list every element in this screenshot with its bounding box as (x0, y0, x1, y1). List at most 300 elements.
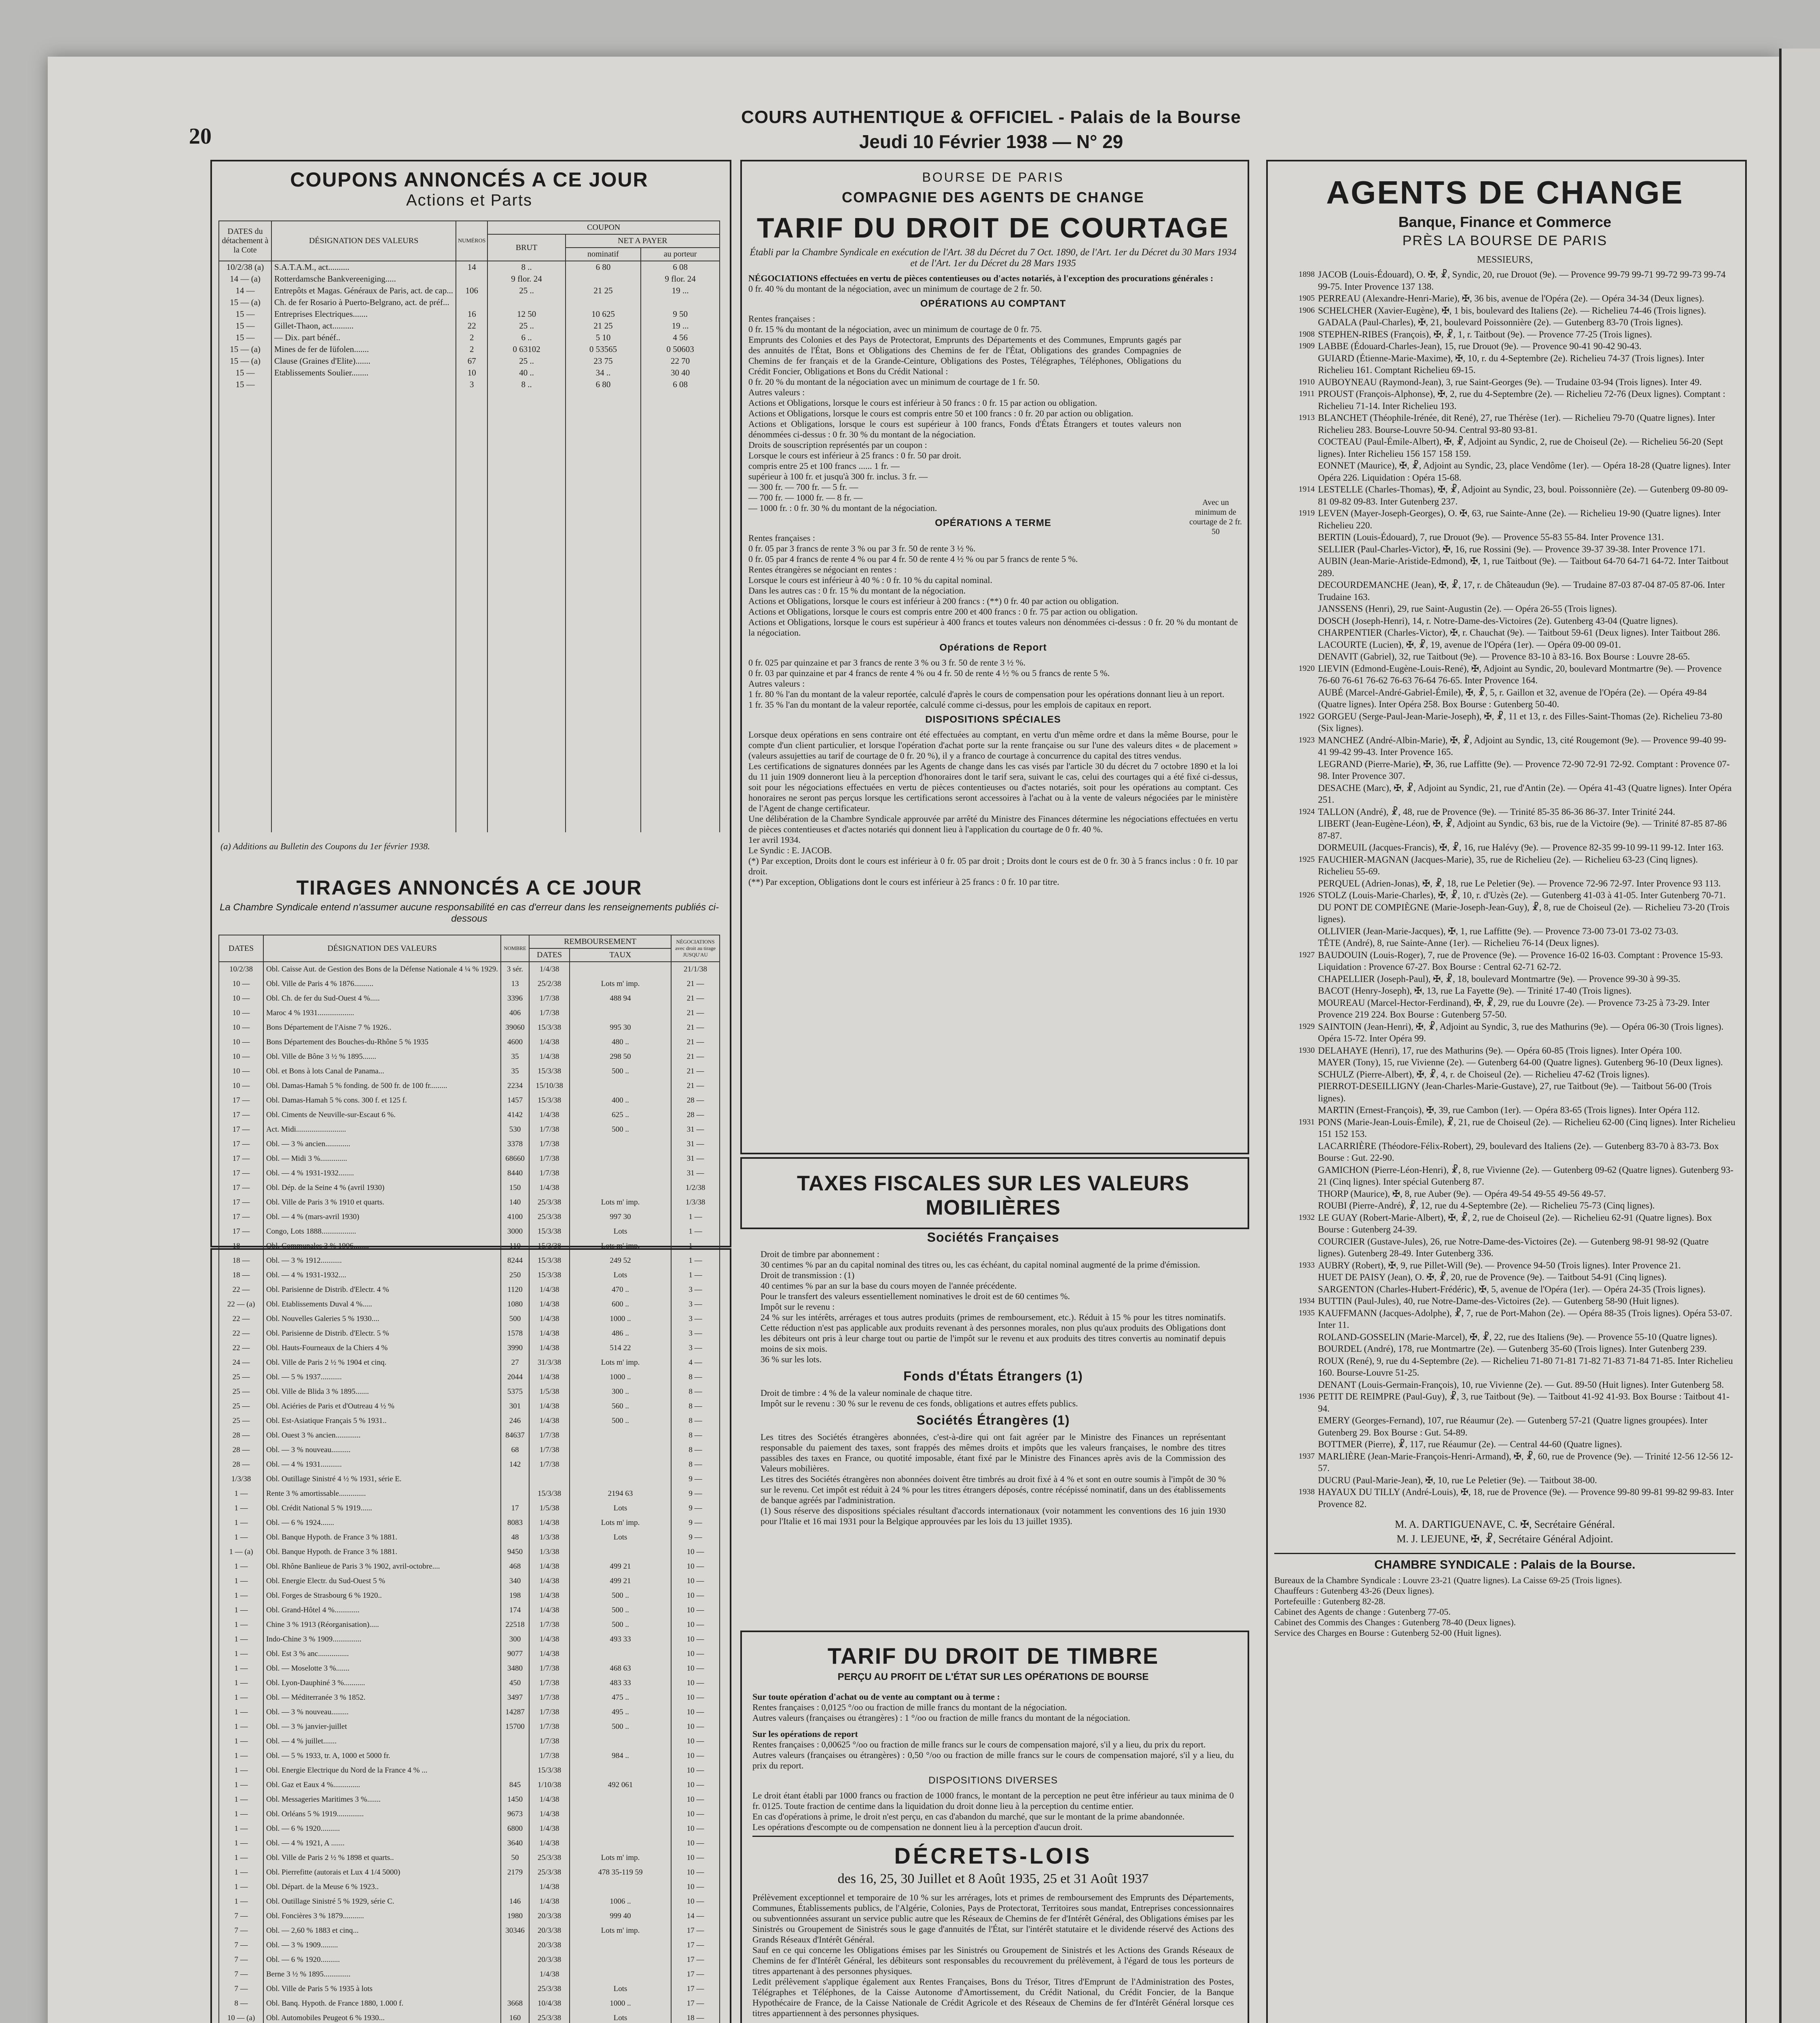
agent-text: ROUX (René), 9, rue du 4-Septembre (2e). — Richelieu 71-80 71-81 71-82 71-83 71-84 71-85. Inter Richelieu 160. Bourse-Louvre 51-25. (1318, 1355, 1733, 1378)
coupon-cell-brut (487, 297, 565, 308)
tirage-cell-neg: 10 — (671, 1836, 720, 1851)
tirage-cell-date: 1 — (219, 1574, 263, 1588)
tirage-cell-nombre: 250 (501, 1268, 529, 1283)
coupon-cell-nominatif: 6 80 (566, 379, 641, 390)
coupon-cell-porteur: 30 40 (641, 367, 720, 379)
tirage-cell-nombre: 3640 (501, 1836, 529, 1851)
agent-text: GUIARD (Étienne-Marie-Maxime), ✠, 10, r. du 4-Septembre (2e). Richelieu 74-37 (Trois lignes). Inter Richelieu 161. Comptant Richelieu 69-15. (1318, 353, 1704, 375)
coupon-cell-porteur: 9 50 (641, 308, 720, 320)
tirage-cell-rdate: 15/3/38 (529, 1239, 570, 1253)
tirage-cell-date: 17 — (219, 1137, 263, 1151)
decrets-text (752, 1892, 1234, 2019)
report-line: 1 fr. 80 % l'an du montant de la valeur reportée, calculé d'après le cours de compensation pour les opérations donnant lieu à un report. (748, 689, 1225, 699)
col-t-nombre: NOMBRE (501, 935, 529, 962)
tirage-cell-rdate: 1/4/38 (529, 1050, 570, 1064)
tirage-cell-neg: 1 — (671, 1239, 720, 1253)
tirage-cell-designation: Obl. — 6 % 1920.......... (263, 1822, 501, 1836)
tirage-cell-nombre: 3 sér. (501, 962, 529, 977)
tirage-cell-neg: 21 — (671, 1006, 720, 1020)
coupon-cell-designation: Etablissements Soulier........ (271, 367, 456, 379)
courtage-minimum-note: Avec un minimum de courtage de 2 fr. 50 (1189, 498, 1242, 536)
agent-entry (1274, 627, 1735, 639)
tirage-cell-designation: Obl. Est-Asiatique Français 5 % 1931.. (263, 1414, 501, 1428)
table-row (219, 1195, 720, 1210)
tirage-cell-designation: Obl. Banque Hypoth. de France 3 % 1881. (263, 1530, 501, 1545)
agent-year: 1937 (1299, 1451, 1315, 1461)
col-nominatif: nominatif (566, 248, 641, 261)
coupons-table (218, 221, 720, 832)
tirage-cell-rdate: 1/7/38 (529, 1618, 570, 1632)
col-designation: DÉSIGNATION DES VALEURS (271, 221, 456, 261)
agent-year: 1922 (1299, 711, 1315, 721)
tirage-cell-rdate: 1/7/38 (529, 1661, 570, 1676)
tirage-cell-nombre: 4600 (501, 1035, 529, 1050)
tirage-cell-taux: 1006 .. (570, 1894, 671, 1909)
taxes-s1-list (761, 1249, 1226, 1365)
agent-text: PROUST (François-Alphonse), ✠, 2, rue du 4-Septembre (2e). — Richelieu 72-76 (Deux lignes). Comptant : Richelieu 71-14. Inter Richelieu 193. (1318, 389, 1726, 411)
tirage-cell-designation: Obl. — 3 % nouveau......... (263, 1705, 501, 1720)
tirage-cell-rdate: 15/3/38 (529, 1093, 570, 1108)
agents-sub1: Banque, Finance et Commerce (1398, 214, 1612, 230)
tirage-cell-neg: 8 — (671, 1443, 720, 1457)
tirage-cell-designation: Obl. Outillage Sinistré 5 % 1929, série C. (263, 1894, 501, 1909)
tirage-cell-neg: 10 — (671, 1705, 720, 1720)
agent-year: 1920 (1299, 664, 1315, 673)
tirage-cell-nombre: 3480 (501, 1661, 529, 1676)
tirage-cell-designation: Congo, Lots 1888.................. (263, 1224, 501, 1239)
agent-entry (1274, 305, 1735, 317)
courtage-intro: Établi par la Chambre Syndicale en exécution de l'Art. 38 du Décret du 7 Oct. 1890, de l'Art. 1er du Décret du 30 Mars 1934 et de l'Art. 1er du Décret du 28 Mars 1935 (750, 247, 1237, 269)
tirage-cell-designation: Obl. Rhône Banlieue de Paris 3 % 1902, avril-octobre.... (263, 1559, 501, 1574)
tirage-cell-rdate: 25/3/38 (529, 1851, 570, 1865)
tirage-cell-nombre: 2179 (501, 1865, 529, 1880)
tirage-cell-designation: Obl. Gaz et Eaux 4 %.............. (263, 1778, 501, 1792)
coupon-cell-designation: — Dix. part bénéf.. (271, 332, 456, 344)
agent-text: CHAPELLIER (Joseph-Paul), ✠, ☧, 18, boulevard Montmartre (9e). — Provence 99-30 à 99-35. (1318, 973, 1680, 984)
agent-text: MOUREAU (Marcel-Hector-Ferdinand), ✠, ☧, 29, rue du Louvre (2e). — Provence 73-25 à 73-29. Inter Provence 219 224. Box Bourse : Gutenberg 57-50. (1318, 997, 1710, 1020)
tirage-cell-rdate: 1/4/38 (529, 1326, 570, 1341)
tirage-cell-neg: 9 — (671, 1501, 720, 1516)
agent-year: 1913 (1299, 413, 1315, 422)
tirage-cell-neg: 10 — (671, 1661, 720, 1676)
tirage-cell-date: 1 — (219, 1487, 263, 1501)
tirage-cell-rdate: 1/7/38 (529, 1676, 570, 1690)
timbre-l2: Sur les opérations de report (752, 1729, 858, 1739)
tirage-cell-taux: Lots (570, 1982, 671, 1996)
table-row (219, 977, 720, 991)
col-t-remboursement: REMBOURSEMENT (529, 935, 671, 948)
tirage-cell-rdate: 1/4/38 (529, 1647, 570, 1661)
taxes-title: TAXES FISCALES SUR LES VALEURS MOBILIÈRES (797, 1172, 1189, 1219)
tirage-cell-date: 1 — (219, 1778, 263, 1792)
agent-entry (1274, 1486, 1735, 1510)
table-row (219, 991, 720, 1006)
agents-list (1274, 269, 1735, 1510)
agent-entry (1274, 973, 1735, 985)
chambre-line: Cabinet des Agents de change : Gutenberg 77-05. (1274, 1607, 1451, 1617)
tirage-cell-neg: 21 — (671, 977, 720, 991)
agent-year: 1926 (1299, 891, 1315, 899)
taxes-s1-line: Droit de transmission : (1) (761, 1270, 855, 1280)
tirage-cell-date: 25 — (219, 1414, 263, 1428)
agent-text: LEVEN (Mayer-Joseph-Georges), O. ✠, 63, rue Sainte-Anne (2e). — Richelieu 19-90 (Quatre lignes). Inter Richelieu 220. (1318, 508, 1720, 530)
taxes-s1-line: Droit de timbre par abonnement : (761, 1249, 879, 1259)
agent-entry (1274, 937, 1735, 949)
coupon-cell-num: 106 (456, 285, 487, 297)
tirage-cell-date: 18 — (219, 1239, 263, 1253)
tirage-cell-designation: Obl. Banque Hypoth. de France 3 % 1881. (263, 1545, 501, 1559)
tirage-cell-taux: Lots m' imp. (570, 977, 671, 991)
tirage-cell-rdate: 1/5/38 (529, 1501, 570, 1516)
tirage-cell-rdate: 1/4/38 (529, 1632, 570, 1647)
agent-year: 1936 (1299, 1392, 1315, 1401)
coupon-cell-porteur: 4 56 (641, 332, 720, 344)
agent-entry (1274, 1260, 1735, 1272)
tirage-cell-neg: 10 — (671, 1734, 720, 1749)
agent-entry (1274, 1355, 1735, 1379)
tirage-cell-neg: 10 — (671, 1851, 720, 1865)
agent-entry (1274, 889, 1735, 901)
coupons-body (219, 261, 720, 832)
coupon-cell-designation: Mines de fer de Iüfolen....... (271, 344, 456, 355)
tirage-cell-rdate: 1/4/38 (529, 1807, 570, 1822)
agent-entry (1274, 1069, 1735, 1081)
coupon-cell-date: 15 — (a) (219, 344, 271, 355)
tirage-cell-taux: 560 .. (570, 1399, 671, 1414)
tirage-cell-rdate: 1/7/38 (529, 1690, 570, 1705)
tirage-cell-rdate: 20/3/38 (529, 1938, 570, 1953)
tirage-cell-taux: 1000 .. (570, 1996, 671, 2011)
tirage-cell-neg: 8 — (671, 1385, 720, 1399)
agent-entry (1274, 1164, 1735, 1188)
tirage-cell-neg: 10 — (671, 1720, 720, 1734)
agent-text: AUBRY (Robert), ✠, 9, rue Pillet-Will (9e). — Provence 94-50 (Trois lignes). Inter Provence 21. (1318, 1260, 1681, 1270)
tirage-cell-taux: Lots m' imp. (570, 1239, 671, 1253)
agent-entry (1274, 388, 1735, 412)
tirage-cell-neg: 17 — (671, 1938, 720, 1953)
decrets-paragraph: Ledit prélèvement s'applique également aux Rentes Françaises, Bons du Trésor, Titres d'Emprunt de l'Administration des Postes, Télégraphes et Téléphones, de la Caisse Autonome d'Amortissement, du Crédit National, du Crédit Foncier, de la Banque Hypothécaire de France, de la Caisse Nationale de Crédit Agricole et des Réseaux de Chemins de fer d'Intérêt Général lorsque ces titres appartiennent à des personnes physiques. (752, 1976, 1234, 2018)
terme-line: 0 fr. 05 par 3 francs de rente 3 % ou par 3 fr. 50 de rente 3 ½ %. (748, 543, 976, 553)
tirage-cell-rdate: 1/3/38 (529, 1545, 570, 1559)
tirage-cell-neg: 21 — (671, 1050, 720, 1064)
comptant-line: — 1000 fr. : 0 fr. 30 % du montant de la négociation. (748, 503, 937, 513)
tirage-cell-date: 10 — (219, 1050, 263, 1064)
agent-text: ROLAND-GOSSELIN (Marie-Marcel), ✠, ☧, 22, rue des Italiens (9e). — Provence 55-10 (Quatre lignes). (1318, 1332, 1718, 1342)
tirage-cell-neg: 10 — (671, 1676, 720, 1690)
tirage-cell-rdate: 1/4/38 (529, 1559, 570, 1574)
agent-text: PERQUEL (Adrien-Jonas), ✠, ☧, 18, rue Le Peletier (9e). — Provence 72-96 72-97. Inter Provence 93 113. (1318, 878, 1721, 889)
agent-text: PERREAU (Alexandre-Henri-Marie), ✠, 36 bis, avenue de l'Opéra (2e). — Opéra 34-34 (Deux lignes). (1318, 293, 1704, 303)
agent-entry (1274, 329, 1735, 341)
agent-text: AUBÉ (Marcel-André-Gabriel-Émile), ✠, ☧, 5, r. Gaillon et 32, avenue de l'Opéra (2e). — Opéra 49-84 (Quatre lignes). Inter Opéra 258. Box Bourse : Gutenberg 50-40. (1318, 687, 1707, 709)
tirage-cell-neg: 10 — (671, 1822, 720, 1836)
coupon-cell-designation: Rotterdamsche Bankvereeniging..... (271, 273, 456, 285)
tirage-cell-neg: 9 — (671, 1530, 720, 1545)
courtage-disp-list (748, 729, 1238, 887)
agent-entry (1274, 1414, 1735, 1438)
tirage-cell-rdate: 31/3/38 (529, 1355, 570, 1370)
tirage-cell-nombre: 3497 (501, 1690, 529, 1705)
tirage-cell-taux: 2194 63 (570, 1487, 671, 1501)
coupon-cell-num: 16 (456, 308, 487, 320)
agent-text: DESACHE (Marc), ✠, ☧, Adjoint au Syndic, 21, rue d'Antin (2e). — Opéra 41-43 (Quatre lignes). Inter Opéra 251. (1318, 782, 1732, 805)
agent-text: STEPHEN-RIBES (François), ✠, ☧, 1, r. Taitbout (9e). — Provence 77-25 (Trois lignes). (1318, 329, 1652, 339)
agent-text: SCHULZ (Pierre-Albert), ✠, ☧, 4, r. de Choiseul (2e). — Richelieu 47-62 (Trois lignes). (1318, 1069, 1650, 1079)
tirage-cell-date: 10 — (219, 991, 263, 1006)
tirage-cell-neg: 3 — (671, 1341, 720, 1355)
tirage-cell-neg: 8 — (671, 1457, 720, 1472)
agent-entry (1274, 1379, 1735, 1391)
tirage-cell-designation: Obl. Forges de Strasbourg 6 % 1920.. (263, 1588, 501, 1603)
agent-entry (1274, 555, 1735, 579)
tirage-cell-nombre: 450 (501, 1676, 529, 1690)
table-row (219, 962, 720, 977)
courtage-disp-title: DISPOSITIONS SPÉCIALES (925, 714, 1061, 725)
tirage-cell-nombre: 3000 (501, 1224, 529, 1239)
agent-entry (1274, 436, 1735, 460)
comptant-line: Autres valeurs : (748, 387, 805, 397)
table-row (219, 1035, 720, 1050)
tirage-cell-rdate: 1/4/38 (529, 1574, 570, 1588)
tirage-cell-date: 7 — (219, 1923, 263, 1938)
agent-year: 1919 (1299, 509, 1315, 517)
tirage-cell-rdate: 25/3/38 (529, 1982, 570, 1996)
tirage-cell-neg: 1/3/38 (671, 1195, 720, 1210)
timbre-rule (752, 1836, 1234, 1837)
masthead (688, 107, 1295, 153)
table-row (219, 1079, 720, 1093)
tirage-cell-taux: Lots (570, 1530, 671, 1545)
agent-text: GADALA (Paul-Charles), ✠, 21, boulevard Poissonnière (2e). — Gutenberg 83-70 (Trois lignes). (1318, 317, 1683, 327)
coupon-cell-brut: 25 .. (487, 285, 565, 297)
tirage-cell-taux: 500 .. (570, 1720, 671, 1734)
table-row (219, 308, 720, 320)
coupon-cell-num: 2 (456, 332, 487, 344)
tirage-cell-designation: Obl. — 2,60 % 1883 et cinq... (263, 1923, 501, 1938)
tirage-cell-date: 10 — (219, 977, 263, 991)
agent-entry (1274, 1236, 1735, 1260)
tirage-cell-rdate: 1/4/38 (529, 1399, 570, 1414)
tirage-cell-nombre: 1080 (501, 1297, 529, 1312)
coupon-cell-porteur: 19 ... (641, 285, 720, 297)
coupon-cell-date: 15 — (219, 320, 271, 332)
agent-text: BLANCHET (Théophile-Irénée, dit René), 27, rue Thérèse (1er). — Richelieu 79-70 (Quatre lignes). Inter Richelieu 283. Bourse-Louvre 50-94. Central 93-80 93-81. (1318, 413, 1715, 435)
col-t-dates: DATES (219, 935, 263, 962)
tirage-cell-designation: Obl. — Méditerranée 3 % 1852. (263, 1690, 501, 1705)
courtage-terme-list (748, 533, 1238, 638)
tirages-subtitle: La Chambre Syndicale entend n'assumer aucune responsabilité en cas d'erreur dans les renseignements publiés ci-dessous (220, 902, 719, 924)
taxes-s2-line: Impôt sur le revenu : 30 % sur le revenu de ces fonds, obligations et autres effets publics. (761, 1398, 1078, 1408)
tirage-cell-designation: Obl. Caisse Aut. de Gestion des Bons de la Défense Nationale 4 ¼ % 1929. (263, 962, 501, 977)
agent-entry (1274, 1450, 1735, 1474)
tirage-cell-nombre: 1457 (501, 1093, 529, 1108)
agent-entry (1274, 1283, 1735, 1296)
coupon-cell-num (456, 297, 487, 308)
tirage-cell-designation: Obl. — 4 % 1931........... (263, 1457, 501, 1472)
agents-rule (1274, 1553, 1735, 1554)
timbre-subtitle: PERÇU AU PROFIT DE L'ÉTAT SUR LES OPÉRATIONS DE BOURSE (837, 1671, 1149, 1682)
agent-text: LEGRAND (Pierre-Marie), ✠, 36, rue Laffitte (9e). — Provence 72-90 72-91 72-92. Comptant : Provence 07-98. Inter Provence 307. (1318, 759, 1730, 781)
agent-year: 1914 (1299, 485, 1315, 494)
agent-text: DU PONT DE COMPIÈGNE (Marie-Joseph-Jean-Guy), ☧, 8, rue de Choiseul (2e). — Richelieu 73-20 (Trois lignes). (1318, 902, 1730, 924)
tirage-cell-designation: Obl. Communales 3 % 1906........ (263, 1239, 501, 1253)
coupons-title: COUPONS ANNONCÉS A CE JOUR (290, 168, 648, 191)
tirage-cell-designation: Obl. — Midi 3 %.............. (263, 1151, 501, 1166)
table-row (219, 1151, 720, 1166)
tirage-cell-date: 1 — (219, 1880, 263, 1894)
tirage-cell-taux: 984 .. (570, 1749, 671, 1763)
tirage-cell-rdate: 1/4/38 (529, 1516, 570, 1530)
tirage-cell-nombre: 4100 (501, 1210, 529, 1224)
tirage-cell-designation: Indo-Chine 3 % 1909............... (263, 1632, 501, 1647)
chambre-line: Cabinet des Commis des Changes : Gutenberg 78-40 (Deux lignes). (1274, 1617, 1516, 1627)
tirage-cell-taux: 468 63 (570, 1661, 671, 1676)
courtage-terme-title: OPÉRATIONS A TERME (935, 517, 1051, 528)
tirage-cell-designation: Obl. Nouvelles Galeries 5 % 1930.... (263, 1312, 501, 1326)
tirage-cell-date: 7 — (219, 1982, 263, 1996)
agent-year: 1910 (1299, 377, 1315, 386)
tirage-cell-designation: Obl. — 3 % janvier-juillet (263, 1720, 501, 1734)
tirage-cell-nombre: 340 (501, 1574, 529, 1588)
tirage-cell-date: 28 — (219, 1457, 263, 1472)
table-row (219, 1181, 720, 1195)
terme-line: 0 fr. 05 par 4 francs de rente 4 % ou par 4 fr. 50 de rente 4 ½ % ou par 5 francs de rente 5 %. (748, 554, 1078, 564)
tirage-cell-date: 28 — (219, 1443, 263, 1457)
tirage-cell-taux: 514 22 (570, 1341, 671, 1355)
col-dates: DATES du détachement à la Cote (219, 221, 271, 261)
tirage-cell-rdate: 1/7/38 (529, 1166, 570, 1181)
comptant-line: Droits de souscription représentés par un coupon : (748, 440, 927, 450)
tirage-cell-designation: Obl. Ville de Paris 3 % 1910 et quarts. (263, 1195, 501, 1210)
tirage-cell-taux: 997 30 (570, 1210, 671, 1224)
tirage-cell-designation: Act. Midi.......................... (263, 1122, 501, 1137)
taxes-s3-line: Les titres des Sociétés étrangères abonnées, c'est-à-dire qui ont fait agréer par le Ministre des Finances un représentant responsable du paiement des taxes, sont frappés des mêmes droits et impôts que les valeurs françaises, le nombre des titres passibles des taxes en France, ou quotité imposable, étant fixé par le Ministre des Finances après avis de la Commission des Valeurs mobilières. (761, 1432, 1226, 1474)
tirage-cell-neg: 1/2/38 (671, 1181, 720, 1195)
agent-entry (1274, 1474, 1735, 1487)
agent-entry (1274, 352, 1735, 376)
coupon-cell-brut: 9 flor. 24 (487, 273, 565, 285)
filler-cell (219, 390, 271, 832)
tirage-cell-nombre: 68 (501, 1443, 529, 1457)
tirage-cell-designation: Obl. — 5 % 1937........... (263, 1370, 501, 1385)
tirage-cell-taux: 1000 .. (570, 1312, 671, 1326)
tirage-cell-neg: 9 — (671, 1472, 720, 1487)
tirage-cell-designation: Obl. Banq. Hypoth. de France 1880, 1.000 f. (263, 1996, 501, 2011)
coupon-cell-num: 67 (456, 355, 487, 367)
agent-year: 1929 (1299, 1022, 1315, 1031)
page-number: 20 (189, 124, 212, 149)
tirage-cell-nombre: 530 (501, 1122, 529, 1137)
tirage-cell-rdate: 1/7/38 (529, 1122, 570, 1137)
agent-text: LACARRIÈRE (Théodore-Félix-Robert), 29, boulevard des Italiens (2e). — Gutenberg 83-70 à 83-73. Box Bourse : Gut. 22-90. (1318, 1141, 1719, 1163)
tirage-cell-neg: 10 — (671, 1647, 720, 1661)
tirage-cell-rdate: 1/4/38 (529, 1108, 570, 1122)
tirage-cell-designation: Obl. Etablissements Duval 4 %..... (263, 1297, 501, 1312)
tirage-cell-taux: 493 33 (570, 1632, 671, 1647)
coupon-cell-num: 14 (456, 261, 487, 273)
tirage-cell-date: 22 — (219, 1326, 263, 1341)
courtage-neg-text: 0 fr. 40 % du montant de la négociation, avec un minimum de courtage de 2 fr. 50. (748, 284, 1042, 294)
filler-cell (271, 390, 456, 832)
terme-line: Actions et Obligations, lorsque le cours est compris entre 200 et 400 francs : 0 fr. 75 par action ou obligation. (748, 606, 1138, 617)
tirage-cell-designation: Obl. Ville de Bône 3 ½ % 1895....... (263, 1050, 501, 1064)
tirage-cell-taux (570, 1137, 671, 1151)
coupon-cell-porteur: 0 50603 (641, 344, 720, 355)
agent-entry (1274, 483, 1735, 507)
tirage-cell-neg: 10 — (671, 1880, 720, 1894)
tirage-cell-neg: 10 — (671, 1545, 720, 1559)
tirage-cell-nombre: 3378 (501, 1137, 529, 1151)
terme-line: Lorsque le cours est inférieur à 40 % : 0 fr. 10 % du capital nominal. (748, 575, 992, 585)
tirage-cell-date: 1 — (219, 1661, 263, 1676)
report-line: 0 fr. 025 par quinzaine et par 3 francs de rente 3 % ou 3 fr. 50 de rente 3 ½ %. (748, 657, 1025, 668)
decrets-subtitle: des 16, 25, 30 Juillet et 8 Août 1935, 25 et 31 Août 1937 (837, 1871, 1149, 1886)
agent-text: SCHELCHER (Xavier-Eugène), ✠, 1 bis, boulevard des Italiens (2e). — Richelieu 74-46 (Trois lignes). (1318, 305, 1706, 316)
tirage-cell-neg: 10 — (671, 1574, 720, 1588)
tirage-cell-taux: Lots m' imp. (570, 1355, 671, 1370)
agent-entry (1274, 1140, 1735, 1164)
tirage-cell-rdate: 1/4/38 (529, 1603, 570, 1618)
tirage-cell-nombre: 160 (501, 2011, 529, 2023)
tirage-cell-taux: 500 .. (570, 1603, 671, 1618)
table-row (219, 344, 720, 355)
tirage-cell-neg: 8 — (671, 1414, 720, 1428)
tirage-cell-designation: Obl. Outillage Sinistré 4 ½ % 1931, série E. (263, 1472, 501, 1487)
tirage-cell-taux: 486 .. (570, 1326, 671, 1341)
tirage-cell-designation: Obl. Parisienne de Distrib. d'Electr. 4 % (263, 1283, 501, 1297)
tirage-cell-nombre: 48 (501, 1530, 529, 1545)
coupon-cell-brut: 6 .. (487, 332, 565, 344)
tirage-cell-neg: 21 — (671, 991, 720, 1006)
tirage-cell-date: 1 — (219, 1865, 263, 1880)
coupon-cell-num: 10 (456, 367, 487, 379)
coupon-cell-porteur (641, 297, 720, 308)
filler-cell (487, 390, 565, 832)
agent-year: 1909 (1299, 341, 1315, 350)
tirage-cell-nombre: 1578 (501, 1326, 529, 1341)
agent-text: OLLIVIER (Jean-Marie-Jacques), ✠, 1, rue Laffitte (9e). — Provence 73-00 73-01 73-02 73-03. (1318, 926, 1678, 936)
disp-paragraph: Les certifications de signatures données par les Agents de change dans les cas visés par l'article 30 du décret du 7 octobre 1890 et la loi du 11 juin 1909 donneront lieu à la perception d'honoraires dont le tarif sera, suivant le cas, celui des courtages qui a été fixé ci-dessus, soit pour les négociations effectuées en vertu de pièces contentieuses ou d'actes notariés, soit pour les opérations au comptant. Ces honoraires ne seront pas perçus lorsque les certifications seront accessoires à l'achat ou à la vente de valeurs négociées par le ministère de l'Agent de change certificateur. (748, 761, 1238, 813)
tirage-cell-nombre: 9077 (501, 1647, 529, 1661)
taxes-s3-line: Les titres des Sociétés étrangères non abonnées doivent être timbrés au droit fixé à 4 % et sont en outre soumis à l'impôt de 30 % sur le revenu. Cet impôt est réduit à 24 % pour les titres étrangers déposés, contre récépissé nominatif, dans un des établissements de banque agréés par l'administration. (761, 1474, 1226, 1505)
tirage-cell-date: 22 — (219, 1312, 263, 1326)
tirage-cell-date: 24 — (219, 1355, 263, 1370)
tirage-cell-nombre: 301 (501, 1399, 529, 1414)
col-porteur: au porteur (641, 248, 720, 261)
tirage-cell-neg: 1 — (671, 1253, 720, 1268)
tirage-cell-neg: 10 — (671, 1763, 720, 1778)
coupon-cell-num (456, 273, 487, 285)
tirage-cell-taux: Lots m' imp. (570, 1923, 671, 1938)
agent-year: 1906 (1299, 305, 1315, 315)
tirage-cell-rdate: 1/4/38 (529, 1370, 570, 1385)
taxes-s2: Fonds d'États Étrangers (1) (903, 1369, 1083, 1383)
chambre-line: Service des Charges en Bourse : Gutenberg 52-00 (Huit lignes). (1274, 1628, 1502, 1638)
tirages-title: TIRAGES ANNONCÉS A CE JOUR (296, 876, 642, 899)
tirage-cell-rdate: 1/7/38 (529, 1720, 570, 1734)
coupon-cell-brut: 8 .. (487, 379, 565, 390)
agent-year: 1925 (1299, 855, 1315, 864)
agent-text: BUTTIN (Paul-Jules), 40, rue Notre-Dame-des-Victoires (2e). — Gutenberg 58-90 (Huit lignes). (1318, 1296, 1679, 1306)
tirage-cell-neg: 14 — (671, 1909, 720, 1923)
chambre-lines (1274, 1575, 1735, 1638)
coupon-cell-date: 14 — (219, 285, 271, 297)
tirage-cell-rdate: 25/3/38 (529, 2011, 570, 2023)
tirage-cell-rdate: 1/7/38 (529, 1006, 570, 1020)
taxes-s1-line: 40 centimes % par an sur la base du cours moyen de l'année précédente. (761, 1281, 1017, 1291)
agent-text: SAINTOIN (Jean-Henri), ✠, ☧, Adjoint au Syndic, 3, rue des Mathurins (9e). — Opéra 06-30 (Trois lignes). Opéra 15-72. Inter Opéra 99. (1318, 1021, 1724, 1043)
tirage-cell-rdate: 1/4/38 (529, 1414, 570, 1428)
